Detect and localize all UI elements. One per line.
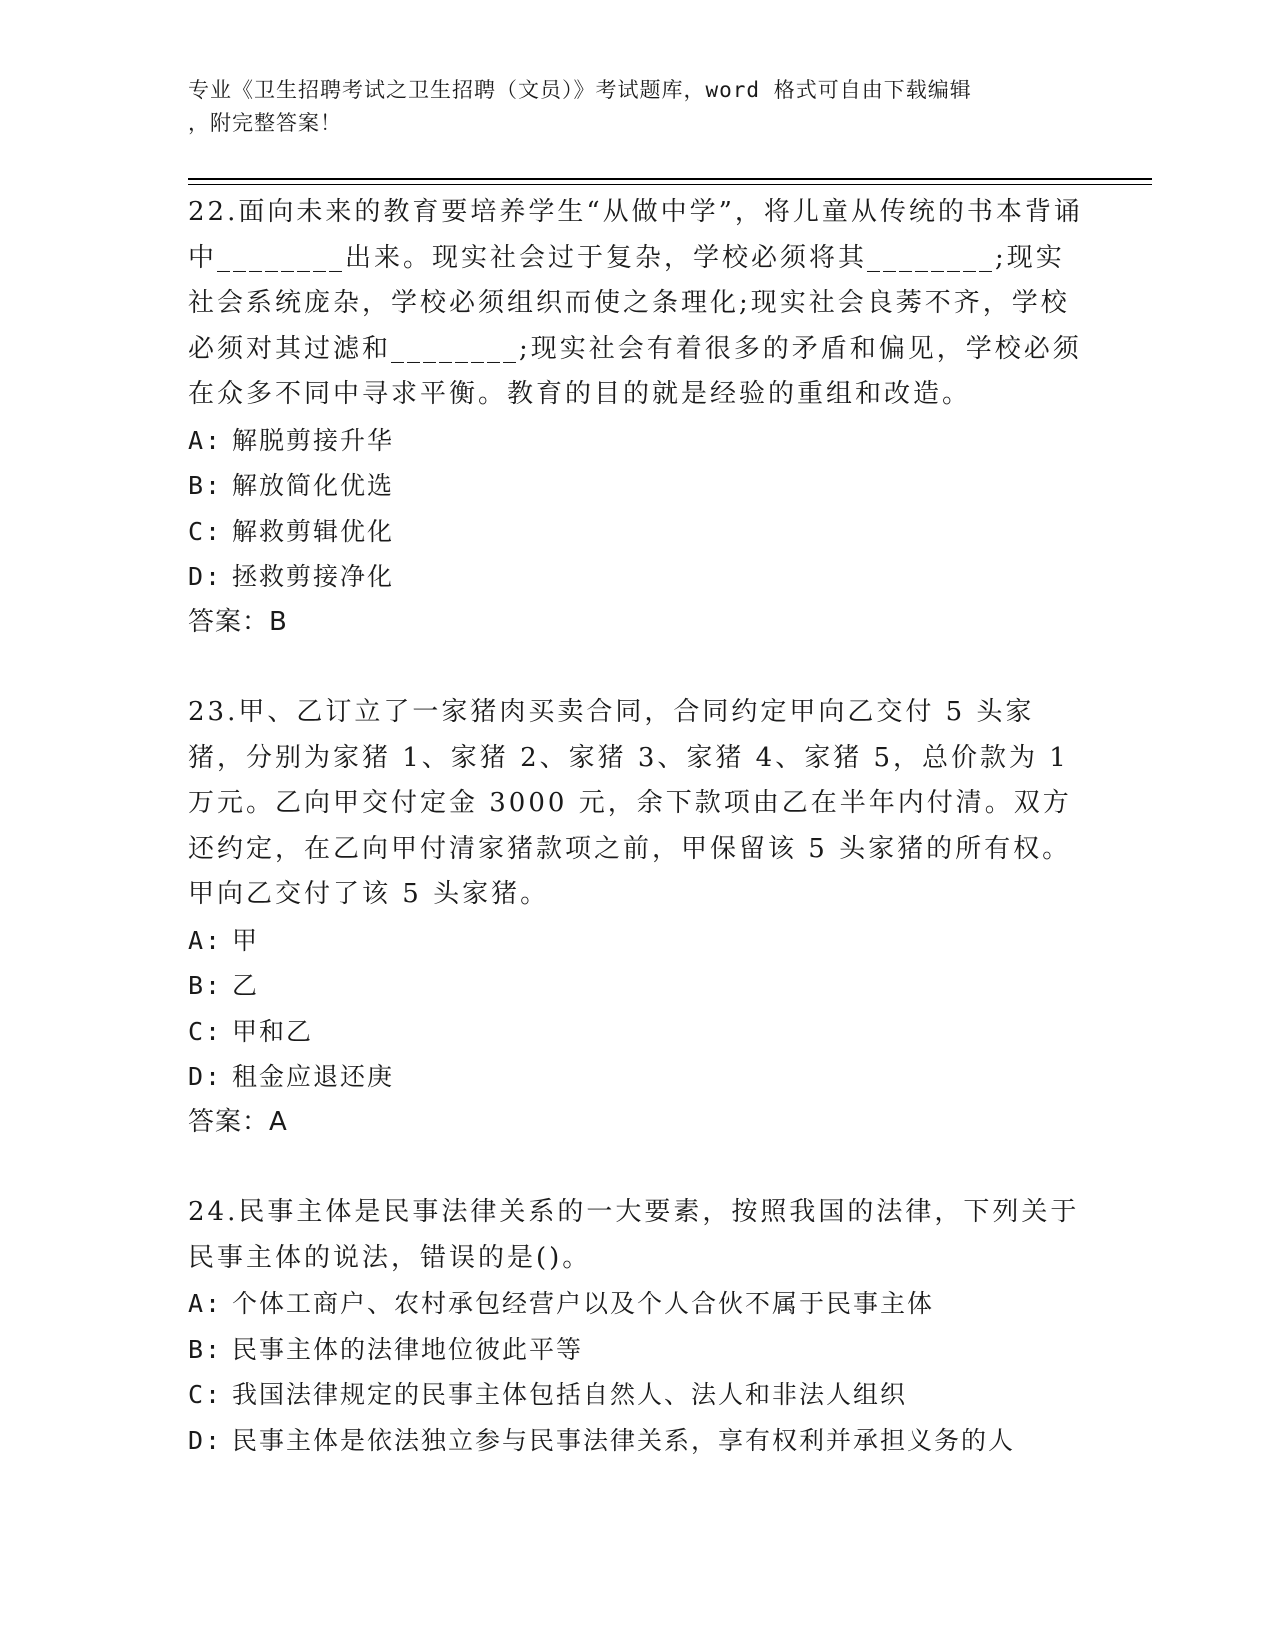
option-key: D: <box>188 1062 223 1091</box>
option-b <box>188 1327 1088 1373</box>
option-key: A: <box>188 425 223 455</box>
option-b <box>188 463 1088 509</box>
option-key: B: <box>188 1334 223 1364</box>
option-key: B: <box>188 471 223 500</box>
option-text: 甲和乙 <box>232 1016 314 1046</box>
option-key: C: <box>188 1016 223 1046</box>
question-stem: 22.面向未来的教育要培养学生“从做中学”，将儿童从传统的书本背诵中________出来。现实社会过于复杂，学校必须将其________;现实社会系统庞杂，学校必须组织而使之条理化;现实社会良莠不齐，学校必须对其过滤和________;现实社会有着很多的矛盾和偏见，学校必须在众多不同中寻求平衡。教育的目的就是经验的重组和改造。 <box>188 197 1083 409</box>
option-text: 民事主体是依法独立参与民事法律关系，享有权利并承担义务的人 <box>232 1425 1016 1455</box>
header-rule-thin <box>188 184 1152 185</box>
header-line-1: 专业《卫生招聘考试之卫生招聘（文员）》考试题库，word 格式可自由下载编辑 <box>188 78 972 102</box>
option-key: C: <box>188 516 223 546</box>
option-text: 租金应退还庚 <box>232 1062 395 1091</box>
option-c <box>188 1372 1088 1418</box>
question-22 <box>188 190 1088 645</box>
option-text: 乙 <box>232 971 260 1000</box>
option-a <box>188 1281 1088 1327</box>
option-text: 我国法律规定的民事主体包括自然人、法人和非法人组织 <box>232 1380 908 1409</box>
option-a <box>188 918 1088 964</box>
question-stem: 23.甲、乙订立了一家猪肉买卖合同，合同约定甲向乙交付 5 头家猪，分别为家猪 1、家猪 2、家猪 3、家猪 4、家猪 5，总价款为 1 万元。乙向甲交付定金 3000 元，余下款项由乙在半年内付清。双方还约定，在乙向甲付清家猪款项之前，甲保留该 5 头家猪的所有权。甲向乙交付了该 5 头家猪。 <box>188 697 1072 909</box>
option-key: C: <box>188 1380 223 1409</box>
answer-line: 答案：B <box>188 606 288 637</box>
option-text: 解救剪辑优化 <box>232 516 395 546</box>
option-key: A: <box>188 1289 223 1318</box>
answer-line: 答案：A <box>188 1106 288 1137</box>
option-d <box>188 1054 1088 1100</box>
option-text: 个体工商户、农村承包经营户以及个人合伙不属于民事主体 <box>232 1289 935 1318</box>
option-a <box>188 418 1088 464</box>
document-header <box>188 74 1068 140</box>
option-c <box>188 1009 1088 1055</box>
question-stem: 24.民事主体是民事法律关系的一大要素，按照我国的法律，下列关于民事主体的说法，错误的是()。 <box>188 1197 1080 1273</box>
option-key: D: <box>188 1425 223 1455</box>
option-text: 解放简化优选 <box>232 471 395 500</box>
header-line-2: ，附完整答案！ <box>188 111 342 135</box>
spacer <box>188 645 1088 690</box>
option-key: D: <box>188 562 223 591</box>
spacer <box>188 1145 1088 1190</box>
option-key: B: <box>188 971 223 1000</box>
option-c <box>188 509 1088 555</box>
question-24 <box>188 1190 1088 1463</box>
question-23 <box>188 690 1088 1145</box>
option-d <box>188 1418 1088 1464</box>
question-list <box>188 190 1088 1463</box>
option-text: 民事主体的法律地位彼此平等 <box>232 1334 584 1364</box>
option-text: 解脱剪接升华 <box>232 425 395 455</box>
option-d <box>188 554 1088 600</box>
header-rule-thick <box>188 178 1152 180</box>
option-text: 拯救剪接净化 <box>232 562 395 591</box>
option-b <box>188 963 1088 1009</box>
option-key: A: <box>188 925 223 955</box>
option-text: 甲 <box>232 925 260 955</box>
